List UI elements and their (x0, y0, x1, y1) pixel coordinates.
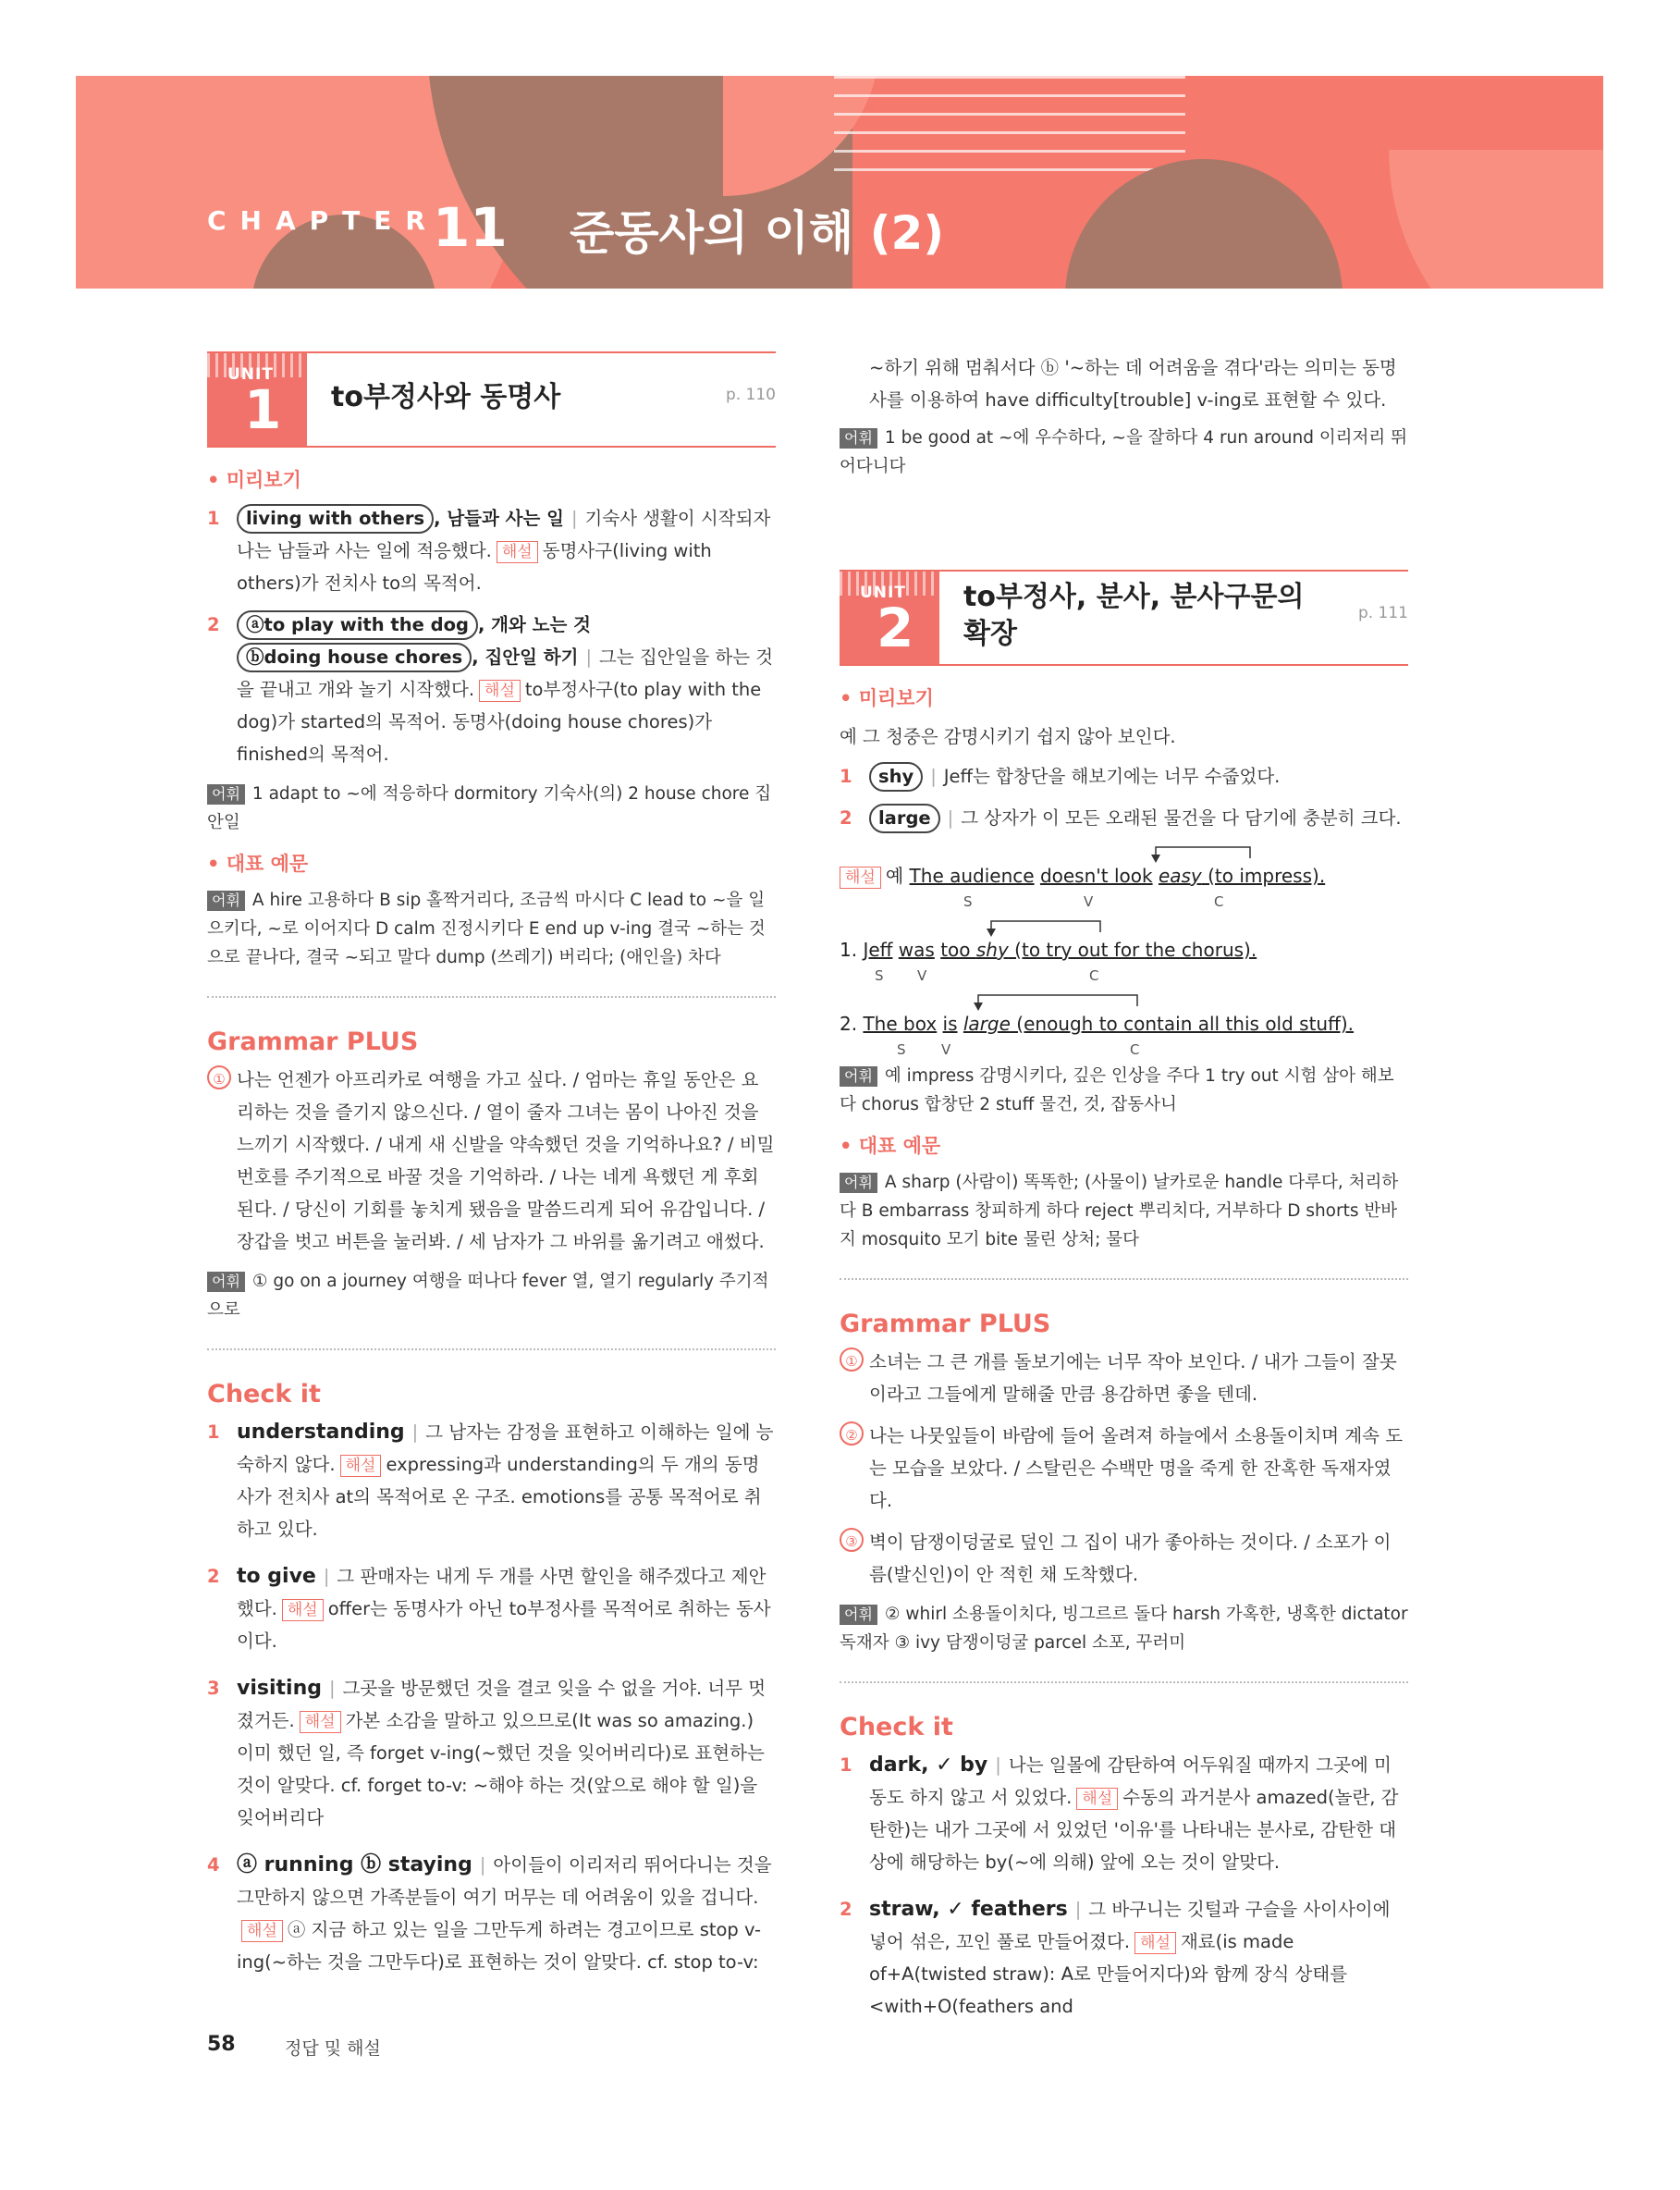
unit-page-ref: p. 111 (1357, 604, 1408, 622)
explanation-text: ⓐ 지금 하고 있는 일을 그만두게 하려는 경고이므로 stop v-ing(~하는 것을 그만두다)로 표현하는 것이 알맞다. cf. stop to-v: (237, 1919, 762, 1973)
sentence-analysis (840, 917, 1408, 988)
vocab-tag: 어휘 (207, 1272, 245, 1292)
separator: | (479, 1854, 486, 1876)
chapter-banner (76, 76, 1603, 289)
check-it-item (840, 1749, 1408, 1878)
item-number: 2 (840, 1899, 852, 1920)
grammar-plus-text: 나는 나뭇잎들이 바람에 들어 올려져 하늘에서 소용돌이치며 계속 도는 모습을 보았다. / 스탈린은 수백만 명을 죽게 한 잔혹한 독재자였다. (869, 1425, 1404, 1511)
answer-mark: ⓐ (246, 614, 264, 635)
grammar-plus-heading: Grammar PLUS (840, 1310, 1051, 1338)
grammar-plus-item (840, 1420, 1408, 1517)
dotted-divider (840, 1278, 1408, 1280)
grammar-plus-heading: Grammar PLUS (207, 1027, 419, 1056)
check-it-item (207, 1672, 776, 1834)
complement-word: easy (1158, 865, 1202, 887)
sentence-translation: 그는 집안일을 하는 것을 끝내고 개와 놀기 시작했다. (237, 646, 774, 700)
explanation-text: to부정사구(to play with the dog)가 started의 목적어. 동명사(doing house chores)가 finished의 목적어. (237, 679, 762, 765)
footer-label: 정답 및 해설 (285, 2038, 381, 2059)
explanation-tag: 해설 (241, 1920, 283, 1942)
complement-text (963, 1013, 1354, 1035)
left-column (207, 351, 776, 1987)
verb-text: doesn't look (1039, 865, 1153, 887)
answer-text: doing house chores (264, 646, 463, 668)
separator: | (930, 766, 937, 787)
sentence-number: 1. (840, 939, 858, 961)
unit-title-line: to부정사, 분사, 분사구문의 (963, 581, 1305, 613)
separator: | (323, 1566, 330, 1587)
answer-text: straw, ✓ feathers (869, 1898, 1068, 1921)
explanation-tag: 해설 (1134, 1932, 1176, 1954)
sentence-translation: 그 상자가 이 모든 오래된 물건을 다 담기에 충분히 크다. (961, 807, 1402, 829)
check-it-item (207, 1849, 776, 1978)
verb-label: V (941, 1041, 951, 1058)
explanation-tag: 해설 (840, 867, 881, 889)
unit-label: UNIT (860, 584, 906, 602)
explanation-tag: 해설 (300, 1711, 341, 1733)
answer-circled: living with others (237, 504, 434, 534)
dotted-divider (840, 1681, 1408, 1683)
complement-label: C (1130, 1041, 1140, 1058)
unit-label: UNIT (227, 365, 274, 384)
grammar-plus-item (840, 1346, 1408, 1410)
complement-rest: (to try out for the chorus). (1008, 939, 1257, 961)
explanation-text: expressing과 understanding의 두 개의 동명사가 전치사 at의 목적어로 온 구조. emotions를 공통 목적어로 취하고 있다. (237, 1454, 762, 1540)
vocab-text: A sharp (사람이) 똑똑한; (사물이) 날카로운 handle 다루다, 처리하다 B embarrass 창피하게 하다 reject 뿌리치다, 거부하다 D shorts 반바지 mosquito 모기 bite 물린 상처; 물다 (840, 1173, 1399, 1249)
separator: | (329, 1678, 336, 1699)
answer-circled (237, 610, 478, 640)
unit-title (963, 579, 1304, 653)
verb-text: was (898, 939, 935, 961)
preview-heading: • 미리보기 (207, 469, 301, 491)
grammar-plus-text: 나는 언젠가 아프리카로 여행을 가고 싶다. / 엄마는 휴일 동안은 요리하는 것을 즐기지 않으신다. / 열이 줄자 그녀는 몸이 나아진 것을 느끼기 시작했다. / 내게 새 신발을 약속했던 것을 기억하나요? / 비밀번호를 주기적으로 바꿀 것을 기억하라. / 나는 네게 욕했던 게 후회된다. / 당신이 기회를 놓치게 됐음을 말씀드리게 되어 유감입니다. / 장갑을 벗고 버튼을 눌러봐. / 세 남자가 그 바위를 옮기려고 애썼다. (237, 1069, 775, 1252)
right-column (840, 351, 1408, 2032)
explanation-tag: 해설 (340, 1455, 382, 1477)
explanation-text: offer는 동명사가 아닌 to부정사를 목적어로 취하는 동사이다. (237, 1598, 771, 1652)
preview-example: 예 그 청중은 감명시키기 쉽지 않아 보인다. (840, 726, 1176, 747)
answer-text: to give (237, 1565, 316, 1588)
sentence-analysis (840, 843, 1408, 914)
subject-text: The box (863, 1013, 938, 1035)
check-it-heading: Check it (840, 1713, 953, 1741)
banner-shape-stripes (834, 76, 1185, 187)
answer-translation: , 남들과 사는 일 (434, 508, 564, 529)
unit-2-header (840, 570, 1408, 666)
answer-text: dark, ✓ by (869, 1753, 988, 1777)
vocab-note (840, 1168, 1408, 1254)
explanation-tag: 해설 (282, 1599, 324, 1621)
check-it-item (207, 1560, 776, 1657)
vocab-tag: 어휘 (207, 891, 245, 911)
analysis-line (840, 934, 1257, 966)
sentence-translation: 아이들이 이리저리 뛰어다니는 것을 그만하지 않으면 가족분들이 여기 머무는 데 어려움이 있을 겁니다. (237, 1854, 772, 1908)
complement-rest: (to impress). (1201, 865, 1326, 887)
answer-text: understanding (237, 1421, 405, 1444)
verb-text: is (942, 1013, 958, 1035)
vocab-note (207, 886, 776, 972)
separator: | (995, 1754, 1001, 1776)
preview-item (840, 802, 1408, 834)
sentence-translation: 그곳을 방문했던 것을 결코 잊을 수 없을 거야. 너무 멋졌거든. (237, 1678, 766, 1731)
preview-item (840, 760, 1408, 793)
grammar-plus-text: 소녀는 그 큰 개를 돌보기에는 너무 작아 보인다. / 내가 그들이 잘못이라고 그들에게 말해줄 만큼 용감하면 좋을 텐데. (869, 1351, 1397, 1405)
chapter-title: 준동사의 이해 (2) (570, 206, 945, 260)
item-number: 1 (840, 1754, 852, 1776)
item-number: 3 (207, 1678, 220, 1699)
complement-text (1159, 865, 1325, 887)
spacer (840, 492, 1408, 570)
vocab-tag: 어휘 (840, 428, 877, 449)
sentence-translation: 그 바구니는 깃털과 구슬을 사이사이에 넣어 섞은, 꼬인 풀로 만들어졌다. (869, 1899, 1391, 1952)
subject-text: Jeff (863, 939, 893, 961)
complement-word: large (963, 1013, 1011, 1035)
circled-number: ③ (840, 1528, 864, 1552)
complement-word: shy (975, 939, 1009, 961)
dotted-divider (207, 996, 776, 998)
vocab-tag: 어휘 (840, 1173, 877, 1193)
circled-number: ① (207, 1065, 231, 1089)
vocab-tag: 어휘 (207, 784, 245, 805)
analysis-line (840, 860, 1325, 892)
answer-text: ⓐ running ⓑ staying (237, 1853, 472, 1876)
circled-number: ① (840, 1347, 864, 1372)
vocab-text: ① go on a journey 여행을 떠나다 fever 열, 열기 regularly 주기적으로 (207, 1272, 769, 1320)
answer-circled (237, 643, 472, 672)
preview-item (207, 609, 776, 770)
subject-label: S (897, 1041, 906, 1058)
answer-mark: ⓑ (246, 646, 264, 668)
analysis-line (840, 1008, 1354, 1040)
vocab-note (207, 1267, 776, 1324)
dotted-divider (207, 1348, 776, 1350)
examples-heading: • 대표 예문 (207, 853, 309, 875)
complement-text (940, 939, 1257, 961)
answer-text: visiting (237, 1677, 322, 1700)
unit-page-ref: p. 110 (725, 386, 776, 404)
separator: | (570, 508, 578, 529)
item-number: 1 (840, 766, 852, 787)
vocab-note (207, 780, 776, 837)
explanation-tag: 해설 (479, 680, 521, 702)
explanation-tag: 해설 (1076, 1788, 1118, 1810)
chapter-label: CHAPTER (207, 205, 439, 236)
vocab-note (840, 1062, 1408, 1119)
answer-circled: large (869, 804, 940, 833)
preview-item (207, 502, 776, 599)
unit-title-line: 확장 (963, 618, 1017, 650)
answer-circled: shy (869, 762, 923, 792)
unit-title: to부정사와 동명사 (331, 381, 561, 413)
vocab-text: 1 adapt to ~에 적응하다 dormitory 기숙사(의) 2 house chore 집안일 (207, 784, 772, 832)
answer-text: to play with the dog (264, 614, 469, 635)
sentence-translation: 그 남자는 감정을 표현하고 이해하는 일에 능숙하지 않다. (237, 1421, 774, 1475)
unit-badge (207, 353, 307, 446)
vocab-tag: 어휘 (840, 1605, 877, 1625)
explanation-text: 가본 소감을 말하고 있으므로(It was so amazing.) 이미 했던 일, 즉 forget v-ing(~했던 것을 잊어버리다)로 표현하는 것이 알맞다. cf. forget to-v: ~해야 하는 것(앞으로 해야 할 일)을 잊어버리다 (237, 1710, 765, 1828)
separator: | (585, 646, 593, 668)
sentence-translation: 나는 일몰에 감탄하여 어두워질 때까지 그곳에 미동도 하지 않고 서 있었다. (869, 1754, 1392, 1808)
check-it-heading: Check it (207, 1380, 321, 1409)
example-mark: 예 (885, 865, 904, 887)
complement-label: C (1214, 893, 1224, 910)
vocab-text: 1 be good at ~에 우수하다, ~을 잘하다 4 run around 이리저리 뛰어다니다 (840, 428, 1408, 476)
separator: | (1074, 1899, 1082, 1920)
subject-label: S (963, 893, 973, 910)
explanation-text: 재료(is made of+A(twisted straw): A로 만들어지다)와 함께 장식 상태를 <with+O(feathers and (869, 1931, 1348, 2017)
examples-heading: • 대표 예문 (840, 1135, 941, 1157)
item-number: 2 (207, 614, 220, 635)
unit-number: 2 (877, 597, 914, 659)
grammar-plus-text: 벽이 담쟁이덩굴로 덮인 그 집이 내가 좋아하는 것이다. / 소포가 이름(발신인)이 안 적힌 채 도착했다. (869, 1532, 1392, 1585)
vocab-text: A hire 고용하다 B sip 홀짝거리다, 조금씩 마시다 C lead to ~을 일으키다, ~로 이어지다 D calm 진정시키다 E end up v-ing 결국 ~하는 것으로 끝나다, 결국 ~되고 말다 dump (쓰레기) 버리다; (애인을) 차다 (207, 891, 766, 967)
answer-translation: , 개와 노는 것 (477, 614, 591, 635)
chapter-number: 11 (433, 196, 508, 259)
answer-translation: , 집안일 하기 (472, 646, 579, 668)
banner-shape-salmon-dome (1389, 150, 1603, 289)
vocab-text: 예 impress 감명시키다, 깊은 인상을 주다 1 try out 시험 삼아 해보다 chorus 합창단 2 stuff 물건, 것, 잡동사니 (840, 1066, 1394, 1114)
verb-label: V (1084, 893, 1094, 910)
sentence-translation: 그 판매자는 내게 두 개를 사면 할인을 해주겠다고 제안했다. (237, 1566, 766, 1619)
separator: | (947, 807, 954, 829)
sentence-analysis (840, 991, 1408, 1062)
sentence-translation: Jeff는 합창단을 해보기에는 너무 수줍었다. (943, 766, 1281, 787)
explanation-text: 동명사구(living with others)가 전치사 to의 목적어. (237, 540, 712, 594)
page-number: 58 (207, 2033, 236, 2056)
unit-number: 1 (244, 378, 282, 441)
subject-text: The audience (909, 865, 1035, 887)
continued-explanation: ~하기 위해 멈춰서다 ⓑ '~하는 데 어려움을 겪다'라는 의미는 동명사를 이용하여 have difficulty[trouble] v-ing로 표현할 수 있다. (869, 357, 1397, 411)
unit-1-header (207, 351, 776, 448)
complement-rest: (enough to contain all this old stuff). (1010, 1013, 1355, 1035)
complement-pre: too (940, 939, 976, 961)
explanation-tag: 해설 (497, 541, 538, 563)
item-number: 2 (840, 807, 852, 829)
vocab-note (840, 424, 1408, 481)
item-number: 4 (207, 1854, 220, 1876)
vocab-text: ② whirl 소용돌이치다, 빙그르르 돌다 harsh 가혹한, 냉혹한 dictator 독재자 ③ ivy 담쟁이덩굴 parcel 소포, 꾸러미 (840, 1605, 1408, 1653)
vocab-note (840, 1600, 1408, 1657)
separator: | (411, 1421, 419, 1443)
sentence-translation: 기숙사 생활이 시작되자 나는 남들과 사는 일에 적응했다. (237, 508, 771, 561)
subject-label: S (875, 967, 884, 984)
sentence-number: 2. (840, 1013, 858, 1035)
explanation-text: 수동의 과거분사 amazed(놀란, 감탄한)는 내가 그곳에 서 있었던 '이유'를 나타내는 분사로, 감탄한 대상에 해당하는 by(~에 의해) 앞에 오는 것이 알맞다. (869, 1787, 1399, 1873)
item-number: 1 (207, 1421, 220, 1443)
item-number: 1 (207, 508, 220, 529)
circled-number: ② (840, 1421, 864, 1446)
verb-label: V (917, 967, 927, 984)
check-it-item (840, 1893, 1408, 2023)
complement-label: C (1089, 967, 1099, 984)
unit-badge (840, 572, 939, 664)
grammar-plus-item (840, 1526, 1408, 1591)
preview-heading: • 미리보기 (840, 687, 934, 709)
grammar-plus-item (207, 1064, 776, 1258)
item-number: 2 (207, 1566, 220, 1587)
vocab-tag: 어휘 (840, 1066, 877, 1087)
check-it-item (207, 1416, 776, 1545)
